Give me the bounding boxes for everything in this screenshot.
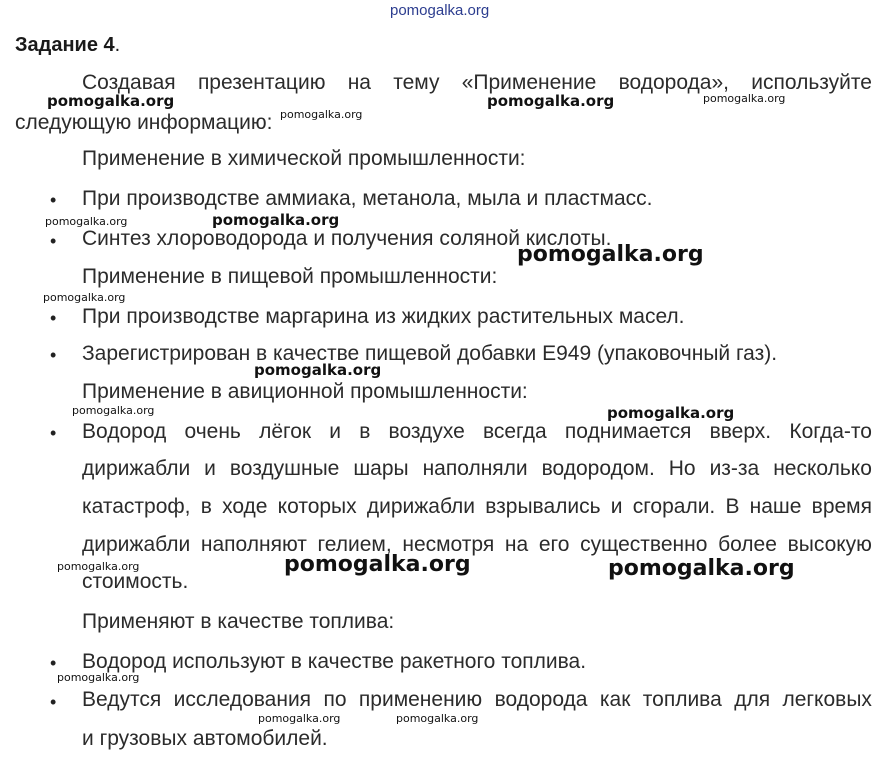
word: лёгок — [259, 420, 312, 443]
word: взрывались — [485, 495, 601, 518]
word: и — [610, 495, 623, 518]
watermark: pomogalka.org — [608, 556, 795, 581]
word: для — [734, 688, 771, 711]
word: презентацию — [197, 71, 326, 94]
word: более — [718, 533, 777, 556]
bullet: • — [50, 653, 57, 673]
fuel-item-2-line-2: и грузовых автомобилей. — [82, 727, 328, 750]
word: на — [504, 533, 529, 556]
word: Ведутся — [82, 688, 162, 711]
aviation-para-last: стоимость. — [82, 570, 189, 593]
aviation-para-line-3 — [82, 495, 872, 519]
word: на — [347, 71, 371, 94]
watermark: pomogalka.org — [45, 215, 128, 228]
task-title-text: Задание 4 — [15, 34, 115, 56]
heading-food: Применение в пищевой промышленности: — [82, 265, 498, 288]
watermark: pomogalka.org — [212, 211, 340, 229]
watermark: pomogalka.org — [254, 361, 382, 379]
word: по — [323, 688, 347, 711]
word: водорода», — [618, 71, 729, 94]
word: как — [599, 688, 631, 711]
word: высокую — [787, 533, 872, 556]
word: Когда-то — [789, 420, 872, 443]
watermark: pomogalka.org — [57, 671, 140, 684]
word: водородом. — [541, 457, 655, 480]
bullet: • — [50, 423, 57, 443]
word: водорода — [494, 688, 588, 711]
watermark: pomogalka.org — [72, 404, 155, 417]
heading-aviation: Применение в авиционной промышленности: — [82, 380, 528, 403]
word: воздухе — [388, 420, 465, 443]
watermark: pomogalka.org — [284, 552, 471, 577]
word: несмотря — [402, 533, 495, 556]
word: Водород — [82, 420, 167, 443]
fuel-item-2-line-1 — [82, 688, 872, 712]
word: наполняли — [422, 457, 528, 480]
word: из-за — [709, 457, 760, 480]
word: поднимается — [564, 420, 692, 443]
word: исследования — [173, 688, 312, 711]
watermark: pomogalka.org — [57, 560, 140, 573]
word: очень — [184, 420, 241, 443]
word: шары — [353, 457, 409, 480]
word: «Применение — [461, 71, 597, 94]
word: В — [725, 495, 740, 518]
fuel-item-1: Водород используют в качестве ракетного топлива. — [82, 650, 587, 673]
watermark: pomogalka.org — [47, 92, 175, 110]
word: и — [204, 457, 216, 480]
word: и — [329, 420, 341, 443]
bullet: • — [50, 308, 57, 328]
word: всегда — [482, 420, 547, 443]
word: в — [200, 495, 212, 518]
word: наше — [749, 495, 802, 518]
task-title — [15, 34, 120, 57]
word: Но — [668, 457, 696, 480]
watermark: pomogalka.org — [280, 108, 363, 121]
word: его — [538, 533, 570, 556]
food-item-2: Зарегистрирован в качестве пищевой добавки E949 (упаковочный газ). — [82, 342, 778, 365]
word: ходе — [222, 495, 268, 518]
word: используйте — [751, 71, 872, 94]
word: легковых — [782, 688, 872, 711]
word: в — [359, 420, 371, 443]
header-watermark: pomogalka.org — [390, 2, 490, 19]
watermark: pomogalka.org — [517, 242, 704, 267]
word: тему — [393, 71, 440, 94]
word: сгорали. — [632, 495, 716, 518]
heading-fuel: Применяют в качестве топлива: — [82, 610, 395, 633]
word: применению — [358, 688, 483, 711]
watermark: pomogalka.org — [258, 712, 341, 725]
word: существенно — [580, 533, 708, 556]
watermark: pomogalka.org — [43, 291, 126, 304]
aviation-para-line-4 — [82, 533, 872, 557]
intro-line-2: следующую информацию: — [15, 111, 273, 134]
aviation-para-line-1 — [82, 420, 872, 444]
word: Создавая — [82, 71, 176, 94]
chemical-item-1: При производстве аммиака, метанола, мыла и пластмасс. — [82, 187, 653, 210]
aviation-para-line-2 — [82, 457, 872, 481]
watermark: pomogalka.org — [703, 92, 786, 105]
word: несколько — [773, 457, 872, 480]
bullet: • — [50, 190, 57, 210]
bullet: • — [50, 231, 57, 251]
word: гелием, — [317, 533, 392, 556]
chemical-item-2: Синтез хлороводорода и получения соляной кислоты. — [82, 227, 612, 250]
word: дирижабли — [366, 495, 476, 518]
word: дирижабли — [82, 457, 191, 480]
watermark: pomogalka.org — [607, 404, 735, 422]
word: воздушные — [229, 457, 340, 480]
word: наполняют — [200, 533, 307, 556]
word: которых — [277, 495, 357, 518]
word: время — [811, 495, 872, 518]
word: топлива — [642, 688, 722, 711]
bullet: • — [50, 692, 57, 712]
word: вверх. — [709, 420, 772, 443]
heading-chemical: Применение в химической промышленности: — [82, 147, 526, 170]
word: катастроф, — [82, 495, 191, 518]
bullet: • — [50, 345, 57, 365]
watermark: pomogalka.org — [487, 92, 615, 110]
task-title-dot: . — [114, 34, 121, 56]
word: дирижабли — [82, 533, 191, 556]
food-item-1: При производстве маргарина из жидких растительных масел. — [82, 305, 685, 328]
watermark: pomogalka.org — [396, 712, 479, 725]
